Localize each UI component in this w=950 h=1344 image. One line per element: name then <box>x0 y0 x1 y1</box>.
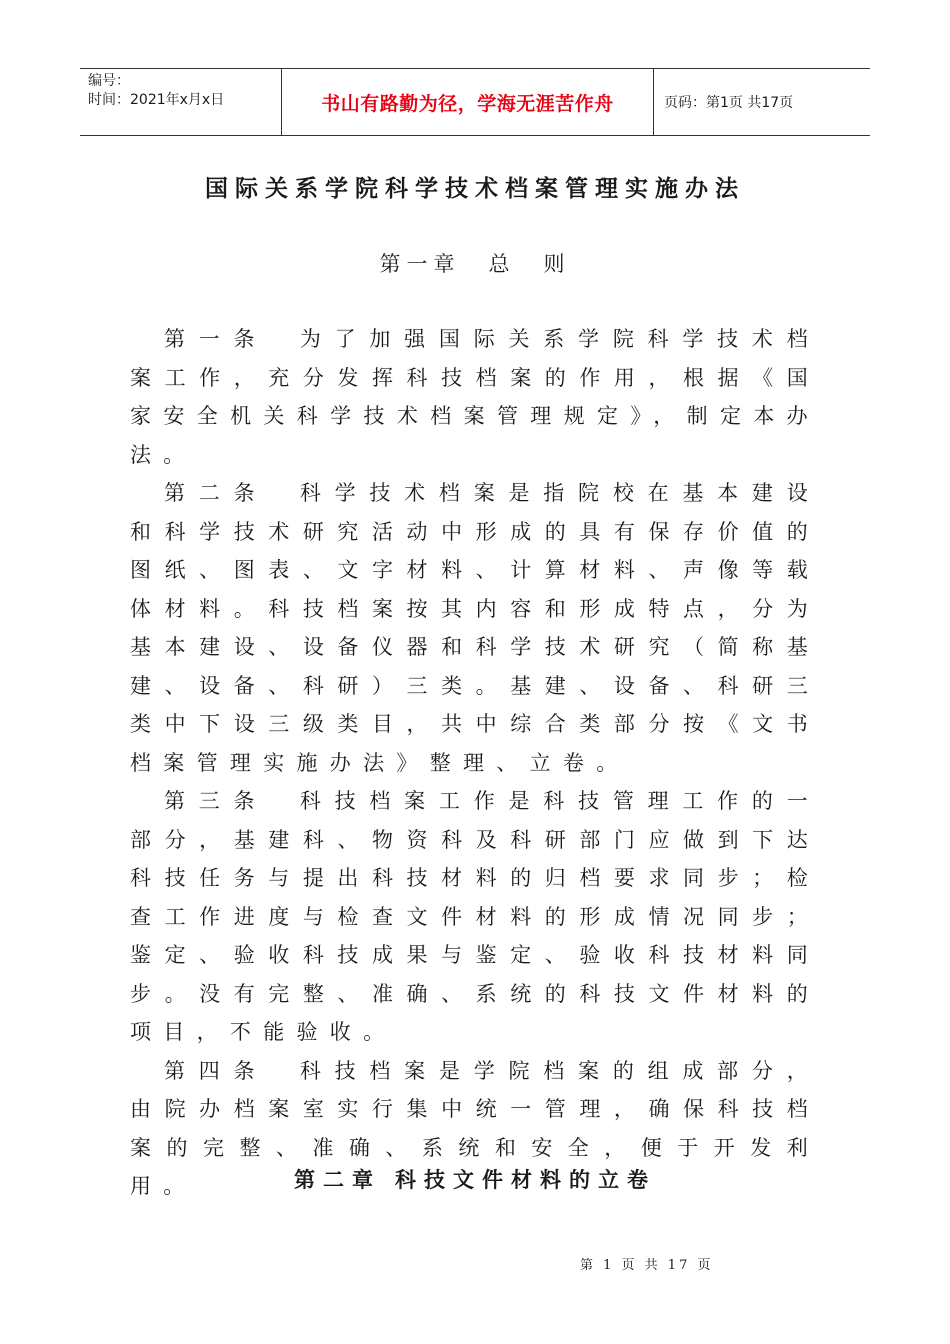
chapter2-number: 第二章 <box>294 1168 381 1192</box>
header-motto-cell <box>282 69 654 135</box>
chapter2-heading <box>0 1164 950 1194</box>
article-3 <box>130 782 820 1052</box>
chapter1-heading <box>0 248 950 278</box>
time-label: 时间：2021年x月x日 <box>88 92 225 108</box>
article-2 <box>130 474 820 782</box>
chapter1-body <box>130 320 820 1206</box>
article-label: 第四条 <box>164 1058 269 1083</box>
header-page-info <box>654 69 870 135</box>
article-text: 为了加强国际关系学院科学技术档案工作，充分发挥科技档案的作用，根据《国家安全机关科学技术档案管理规定》，制定本办法。 <box>130 327 821 467</box>
article-label: 第一条 <box>164 327 269 351</box>
motto: 书山有路勤为径，学海无涯苦作舟 <box>321 92 614 115</box>
page-footer: 第 1 页 共 17 页 <box>580 1258 714 1273</box>
article-label: 第三条 <box>164 789 269 813</box>
header-table <box>80 68 870 136</box>
document-title: 国际关系学院科学技术档案管理实施办法 <box>205 176 745 202</box>
page-info: 页码：第1页 共17页 <box>664 95 794 111</box>
chapter1-title-a: 总 <box>488 252 516 276</box>
header-meta <box>80 69 282 135</box>
article-text: 科技档案是学院档案的组成部分，由院办档案室实行集中统一管理，确保科技档案的完整、准确、系统和安全，便于开发利用。 <box>130 1058 821 1198</box>
chapter2-title: 科技文件材料的立卷 <box>395 1168 656 1192</box>
article-text: 科技档案工作是科技管理工作的一部分，基建科、物资科及科研部门应做到下达科技任务与提出科技材料的归档要求同步；检查工作进度与检查文件材料的形成情况同步；鉴定、验收科技成果与鉴定、验收科技材料同步。没有完整、准确、系统的科技文件材料的项目，不能验收。 <box>130 789 821 1044</box>
number-label: 编号： <box>88 73 130 89</box>
chapter1-number: 第一章 <box>379 252 461 276</box>
article-text: 科学技术档案是指院校在基本建设和科学技术研究活动中形成的具有保存价值的图纸、图表、文字材料、计算材料、声像等载体材料。科技档案按其内容和形成特点，分为基本建设、设备仪器和科学技术研究（简称基建、设备、科研）三类。基建、设备、科研三类中下设三级类目，共中综合类部分按《文书档案管理实施办法》整理、立卷。 <box>130 481 821 775</box>
article-1 <box>130 320 820 474</box>
chapter1-title-b: 则 <box>543 252 571 276</box>
article-label: 第二条 <box>164 481 269 505</box>
